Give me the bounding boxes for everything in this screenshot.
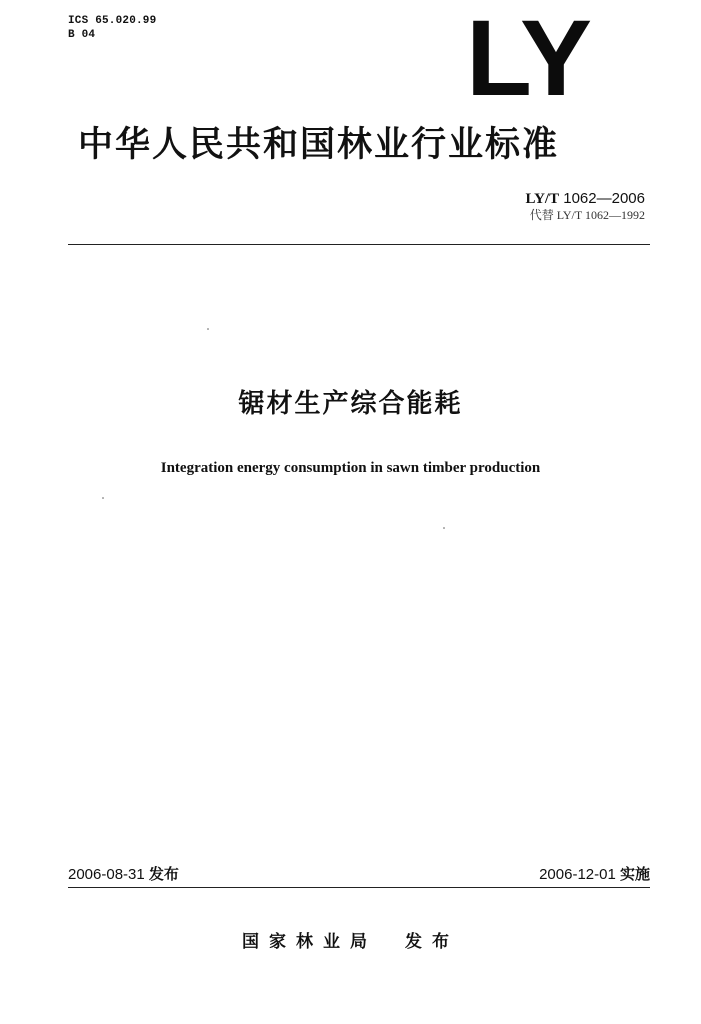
issue-date-value: 2006-08-31 (68, 866, 145, 883)
publisher-name: 国家林业局 (242, 932, 378, 952)
implementation-date-value: 2006-12-01 (539, 866, 616, 883)
publisher-line (0, 930, 701, 954)
ics-code: ICS 65.020.99 (68, 15, 157, 27)
bottom-divider (68, 887, 650, 888)
classification-codes (68, 14, 156, 42)
issue-date-label: 发布 (148, 865, 179, 883)
scan-speck (443, 527, 445, 529)
standard-type-title: 中华人民共和国林业行业标准 (78, 125, 560, 165)
standard-number-prefix: LY/T (525, 191, 560, 207)
ccs-code: B 04 (68, 29, 96, 41)
document-title-en: Integration energy consumption in sawn timber production (160, 460, 541, 476)
implementation-date (539, 864, 650, 885)
scan-speck (102, 497, 104, 499)
issue-date (68, 864, 179, 885)
replaces-standard: 代替 LY/T 1062—1992 (529, 208, 645, 222)
ly-logo: LY (466, 0, 591, 118)
standard-number-value: 1062—2006 (563, 190, 645, 207)
publish-label: 发布 (404, 932, 459, 952)
document-title-cn: 锯材生产综合能耗 (238, 389, 463, 419)
standard-number (505, 190, 645, 208)
scan-speck (207, 328, 209, 330)
top-divider (68, 244, 650, 245)
implementation-date-label: 实施 (619, 865, 650, 883)
